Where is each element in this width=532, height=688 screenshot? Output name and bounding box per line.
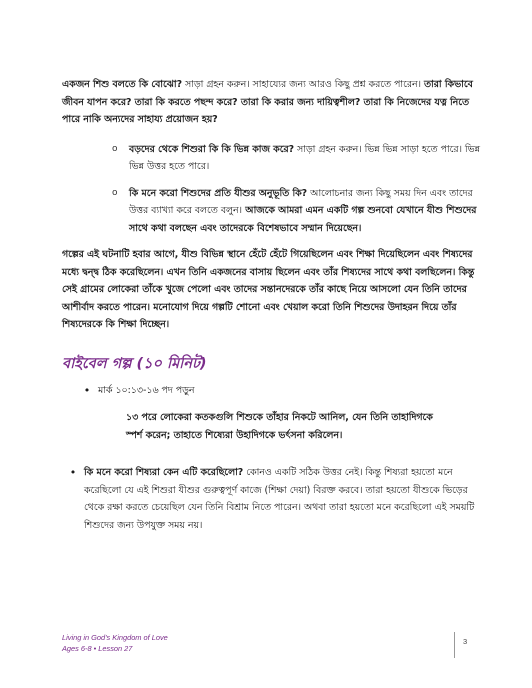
scripture-text: ১৩ পরে লোকেরা কতকগুলি শিশুকে তাঁহার নিকটে আনিল, যেন তিনি তাহাদিগকে স্পর্শ করেন; তাহাতে শিষ্যেরা উহাদিগকে ভর্ৎসনা করিলেন। (126, 412, 433, 441)
sub-question-bold: বড়দের থেকে শিশুরা কি কি ভিন্ন কাজ করে? (129, 143, 295, 155)
footer-lesson-info: Ages 6-8 • Lesson 27 (62, 644, 133, 653)
sub-question-item (112, 141, 482, 176)
question-note: সাড়া গ্রহন করুন। সাহায্যের জন্য আরও কিছু প্রশ্ন করতে পারেন। (182, 79, 421, 90)
sub-question-bold-tail: আজকে আমরা এমন একটি গল্প শুনবো যেখানে যীশু শিশুদের সাথে কথা বলছেন এবং তাদেরকে বিশেষভাবে সম্মান দিয়েছেন। (129, 205, 477, 234)
reading-instruction (76, 382, 482, 400)
page-footer (62, 632, 474, 662)
story-intro-text: গল্পের এই ঘটনাটি হবার আগে, যীশু বিভিন্ন স্থানে হেঁটে হেঁটে গিয়েছিলেন এবং শিক্ষা দিয়েছিলেন এবং শিষ্যদের মধ্যে দ্বন্দ্ব ঠিক করেছিলেন। এখন তিনি একজনের বাসায় ছিলেন এবং তাঁর শিষ্যদের সাথে কথা বলছিলেন। কিন্তু সেই গ্রামের লোকেরা তাঁকে খুজে পেলো এবং তাদের সন্তানদেরকে তাঁর কাছে নিয়ে আসলো যেন তিনি তাদের আশীর্বাদ করতে পারেন। মনোযোগ দিয়ে গল্পটি শোনো এবং খেয়াল করো তিনি শিশুদের উদাহরন দিয়ে তাঁর শিষ্যদেরকে কি শিক্ষা দিচ্ছেন। (62, 249, 475, 330)
bullet-icon: • (83, 383, 91, 397)
discussion-answer: কোনও একটি সঠিক উত্তর নেই। কিন্তু শিষ্যরা হয়তো মনে করেছিলো যে এই শিশুরা যীশুর গুরুত্বপূর্ণ কাজে (শিক্ষা দেয়া) বিরক্ত করবে। তারা হয়তো যীশুকে ভিড়ের থেকে রক্ষা করতে চেয়েছিল যেন তিনি বিশ্রাম নিতে পারেন। অথবা তারা হয়তো মনে করেছিলো এই সময়টি শিশুদের জন্য উপযুক্ত সময় নয়। (84, 467, 475, 531)
discussion-bold: কি মনে করো শিষ্যরা কেন এটি করেছিলো? (84, 467, 244, 478)
discussion-text (84, 464, 482, 534)
sub-question-item (112, 185, 482, 238)
sub-question-text (129, 141, 482, 176)
sub-question-note: সাড়া গ্রহন করুন। ভিন্ন ভিন্ন সাড়া হতে পারে। ভিন্ন ভিন্ন উত্তর হতে পারে। (129, 143, 480, 172)
bullet-icon: • (69, 466, 77, 479)
circle-bullet-icon: o (112, 187, 118, 198)
sub-question-bold: কি মনে করো শিশুদের প্রতি যীশুর অনুভূতি কি? (129, 187, 308, 199)
question-followups: তারা কিভাবে জীবন যাপন করে? তারা কি করতে পছন্দ করে? তারা কি করার জন্য দায়িত্বশীল? তারা কি নিজেদের যত্ন নিতে পারে নাকি অন্যদের সাহায্য প্রয়োজন হয়? (62, 79, 473, 125)
question-bold: একজন শিশু বলতে কি বোঝো? (62, 79, 183, 90)
footer-series-title: Living in God's Kingdom of Love (62, 633, 168, 642)
circle-bullet-icon: o (112, 143, 118, 154)
section-heading-bible-story: বাইবেল গল্প (১০ মিনিট) (62, 355, 207, 372)
scripture-quote (126, 409, 446, 444)
reading-text: মার্ক ১০:১৩-১৬ পদ পড়ুন (98, 384, 195, 396)
story-intro-paragraph (62, 246, 482, 334)
sub-question-note: আলোচনার জন্য কিছু সময় দিন এবং তাদের উত্তর ব্যাখ্যা করে বলতে বলুন। (129, 187, 473, 216)
sub-question-text (129, 185, 482, 238)
discussion-question (62, 464, 482, 534)
question-what-is-a-child (62, 76, 482, 129)
footer-divider (454, 632, 455, 658)
page-number: 3 (463, 637, 468, 646)
lesson-content (62, 76, 482, 534)
